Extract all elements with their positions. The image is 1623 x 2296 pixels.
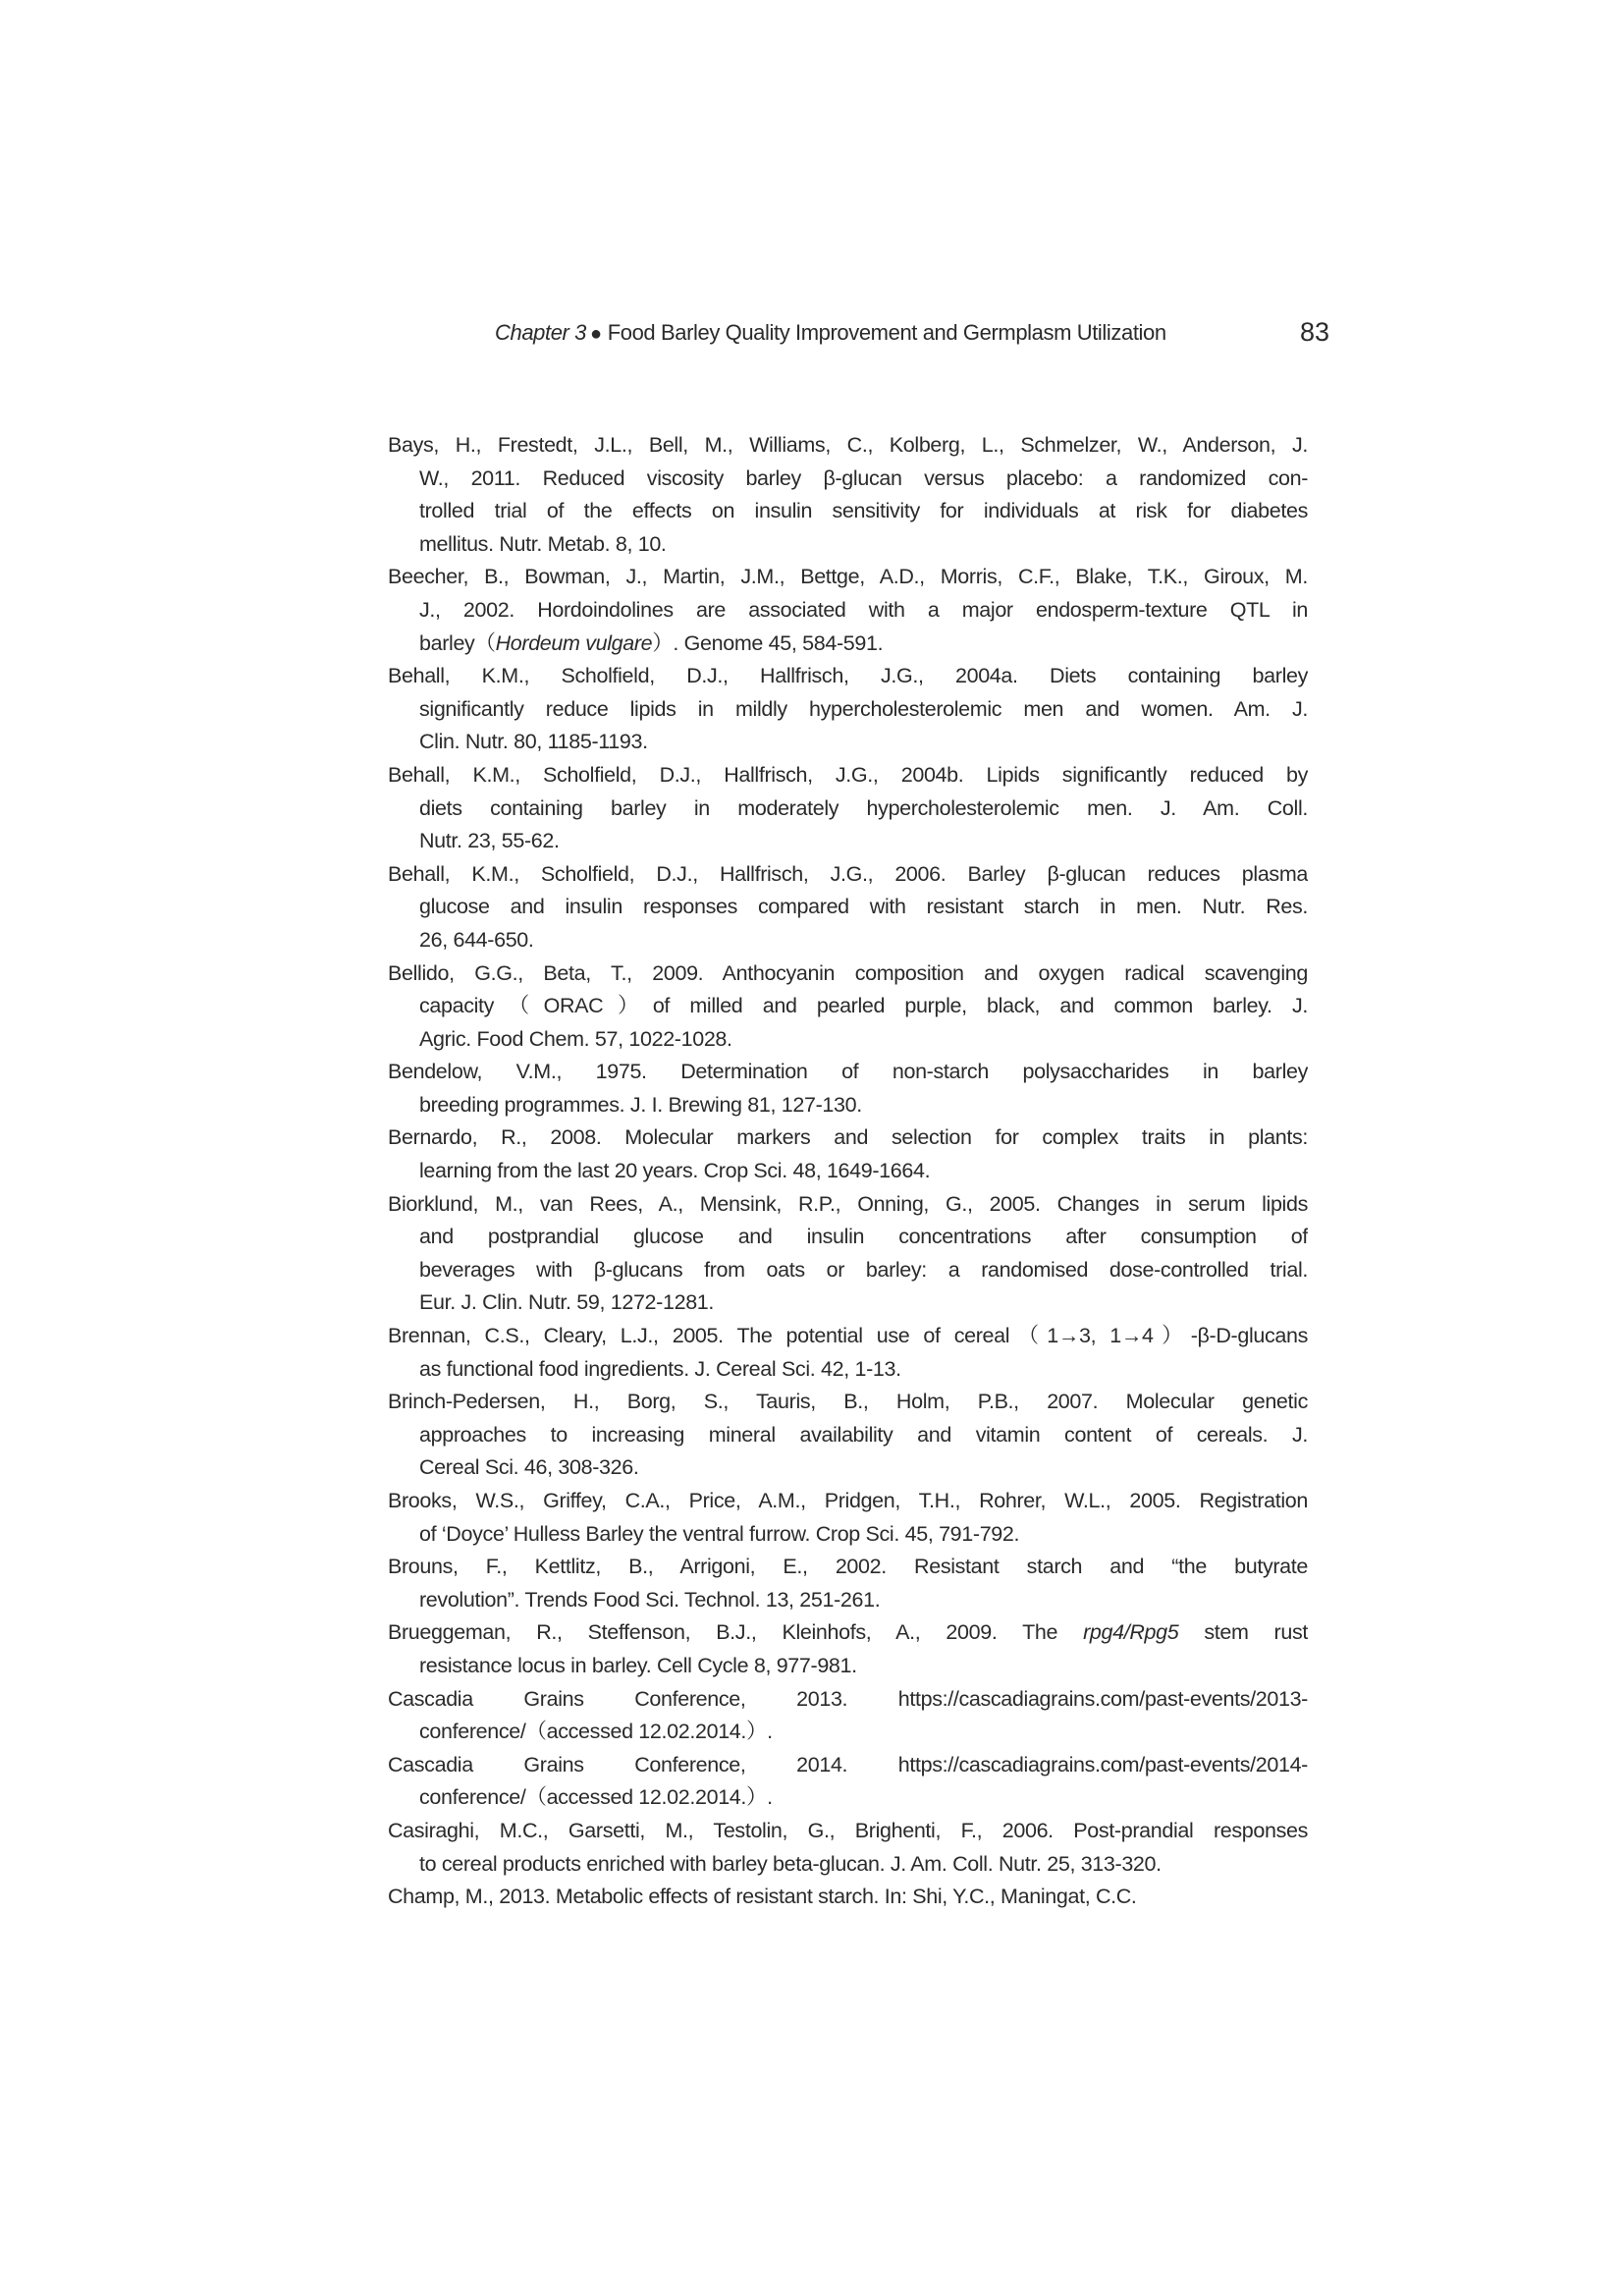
reference-entry — [388, 957, 1308, 1057]
reference-entry — [388, 1881, 1308, 1914]
reference-line: glucose and insulin responses compared with resistant starch in men. Nutr. Res. — [419, 895, 1308, 919]
reference-line: Nutr. 23, 55-62. — [419, 829, 560, 853]
reference-line: W., 2011. Reduced viscosity barley β-glucan versus placebo: a randomized con- — [419, 465, 1308, 490]
reference-entry — [388, 1121, 1308, 1187]
reference-entry — [388, 1551, 1308, 1616]
reference-line: Clin. Nutr. 80, 1185-1193. — [419, 730, 648, 754]
reference-entry — [388, 429, 1308, 561]
reference-line: Brinch-Pedersen, H., Borg, S., Tauris, B., Holm, P.B., 2007. Molecular genetic — [388, 1390, 1308, 1414]
reference-line: Bendelow, V.M., 1975. Determination of non-starch polysaccharides in barley — [388, 1060, 1308, 1084]
reference-line: Bays, H., Frestedt, J.L., Bell, M., Williams, C., Kolberg, L., Schmelzer, W., Anderson, J. — [388, 433, 1308, 457]
reference-line: breeding programmes. J. I. Brewing 81, 127-130. — [419, 1092, 862, 1117]
reference-line: conference/（accessed 12.02.2014.）. — [419, 1720, 773, 1744]
chapter-title: Food Barley Quality Improvement and Germplasm Utilization — [607, 320, 1166, 345]
reference-line: barley（Hordeum vulgare）. Genome 45, 584-591. — [419, 630, 884, 655]
reference-line: Brouns, F., Kettlitz, B., Arrigoni, E., 2002. Resistant starch and “the butyrate — [388, 1555, 1308, 1579]
reference-line: Behall, K.M., Scholfield, D.J., Hallfrisch, J.G., 2004b. Lipids significantly reduced by — [388, 762, 1308, 787]
reference-line: J., 2002. Hordoindolines are associated with a major endosperm-texture QTL in — [419, 597, 1308, 622]
reference-line: Behall, K.M., Scholfield, D.J., Hallfrisch, J.G., 2006. Barley β-glucan reduces plasma — [388, 861, 1308, 886]
reference-line: Cascadia Grains Conference, 2013. https://cascadiagrains.com/past-events/2013- — [388, 1686, 1308, 1711]
reference-entry — [388, 1386, 1308, 1485]
reference-line: Agric. Food Chem. 57, 1022-1028. — [419, 1026, 732, 1051]
reference-line: approaches to increasing mineral availability and vitamin content of cereals. J. — [419, 1422, 1308, 1447]
reference-line: Brueggeman, R., Steffenson, B.J., Kleinhofs, A., 2009. The rpg4/Rpg5 stem rust — [388, 1620, 1308, 1645]
reference-line: trolled trial of the effects on insulin sensitivity for individuals at risk for diabetes — [419, 499, 1308, 523]
reference-line: beverages with β-glucans from oats or barley: a randomised dose-controlled trial. — [419, 1257, 1308, 1282]
reference-entry — [388, 1485, 1308, 1551]
reference-entry — [388, 1320, 1308, 1386]
reference-line: to cereal products enriched with barley beta-glucan. J. Am. Coll. Nutr. 25, 313-320. — [419, 1851, 1162, 1876]
reference-line: and postprandial glucose and insulin concentrations after consumption of — [419, 1225, 1308, 1249]
reference-entry — [388, 1815, 1308, 1881]
reference-line: Cascadia Grains Conference, 2014. https://cascadiagrains.com/past-events/2014- — [388, 1752, 1308, 1777]
reference-line: Eur. J. Clin. Nutr. 59, 1272-1281. — [419, 1290, 715, 1315]
reference-line: Beecher, B., Bowman, J., Martin, J.M., Bettge, A.D., Morris, C.F., Blake, T.K., Giroux, M. — [388, 565, 1308, 589]
reference-entry — [388, 1056, 1308, 1121]
reference-line: as functional food ingredients. J. Cereal Sci. 42, 1-13. — [419, 1356, 901, 1381]
reference-entry — [388, 561, 1308, 660]
reference-line: learning from the last 20 years. Crop Sci. 48, 1649-1664. — [419, 1159, 931, 1183]
reference-line: significantly reduce lipids in mildly hypercholesterolemic men and women. Am. J. — [419, 696, 1308, 721]
reference-line: resistance locus in barley. Cell Cycle 8, 977-981. — [419, 1653, 857, 1677]
reference-line: Cereal Sci. 46, 308-326. — [419, 1455, 639, 1480]
reference-line: Biorklund, M., van Rees, A., Mensink, R.P., Onning, G., 2005. Changes in serum lipids — [388, 1191, 1308, 1216]
reference-line: Bellido, G.G., Beta, T., 2009. Anthocyanin composition and oxygen radical scavenging — [388, 960, 1308, 985]
reference-entry — [388, 1749, 1308, 1815]
reference-line: Brooks, W.S., Griffey, C.A., Price, A.M., Pridgen, T.H., Rohrer, W.L., 2005. Registration — [388, 1489, 1308, 1512]
reference-entry — [388, 660, 1308, 759]
reference-line: of ‘Doyce’ Hulless Barley the ventral furrow. Crop Sci. 45, 791-792. — [419, 1521, 1020, 1546]
reference-line: diets containing barley in moderately hypercholesterolemic men. J. Am. Coll. — [419, 795, 1308, 820]
reference-line: conference/（accessed 12.02.2014.）. — [419, 1785, 773, 1810]
reference-line: Casiraghi, M.C., Garsetti, M., Testolin, G., Brighenti, F., 2006. Post-prandial responses — [388, 1818, 1308, 1842]
reference-line: capacity（ORAC）of milled and pearled purple, black, and common barley. J. — [419, 994, 1308, 1018]
reference-entry — [388, 1616, 1308, 1682]
reference-line: Champ, M., 2013. Metabolic effects of resistant starch. In: Shi, Y.C., Maningat, C.C. — [388, 1885, 1137, 1909]
reference-entry — [388, 1188, 1308, 1320]
reference-entry — [388, 858, 1308, 957]
reference-line: revolution”. Trends Food Sci. Technol. 13, 251-261. — [419, 1587, 881, 1612]
reference-line: 26, 644-650. — [419, 927, 534, 952]
reference-line: mellitus. Nutr. Metab. 8, 10. — [419, 531, 667, 556]
chapter-label: Chapter 3 — [495, 320, 587, 345]
running-header — [495, 317, 1329, 355]
bullet-icon: ● — [590, 323, 602, 345]
reference-entry — [388, 759, 1308, 858]
reference-line: Brennan, C.S., Cleary, L.J., 2005. The potential use of cereal（1→3, 1→4）-β-D-glucans — [388, 1324, 1308, 1348]
page-number: 83 — [1299, 317, 1329, 347]
reference-entry — [388, 1683, 1308, 1749]
reference-line: Behall, K.M., Scholfield, D.J., Hallfrisch, J.G., 2004a. Diets containing barley — [388, 664, 1308, 688]
reference-line: Bernardo, R., 2008. Molecular markers and selection for complex traits in plants: — [388, 1125, 1308, 1150]
reference-list — [388, 429, 1308, 1914]
